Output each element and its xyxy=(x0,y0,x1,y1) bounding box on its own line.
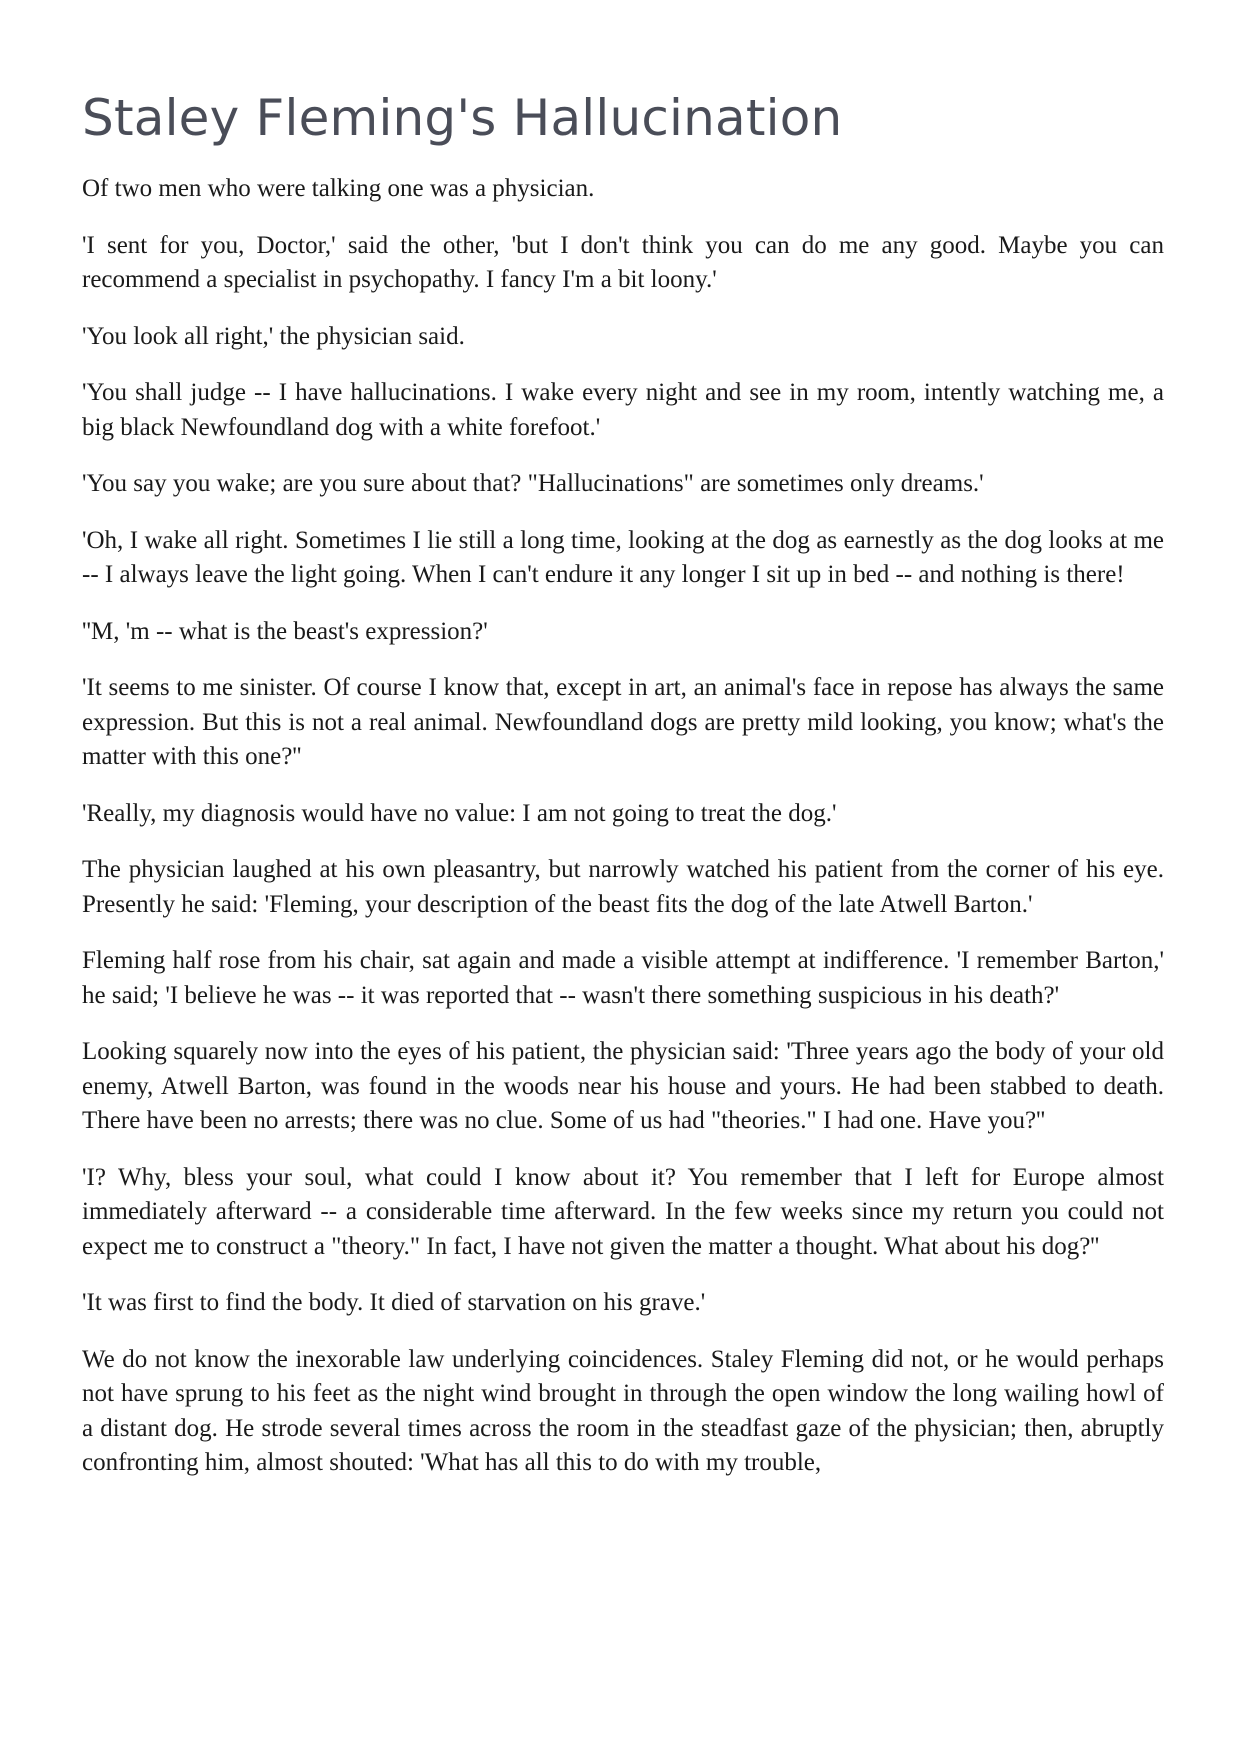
paragraph: 'Oh, I wake all right. Sometimes I lie still a long time, looking at the dog as earnestly as the dog looks at me -- I always leave the light going. When I can't endure it any longer I sit up in bed -- and nothing is there! xyxy=(82,526,1164,588)
document-page xyxy=(82,84,1164,1503)
paragraph: Looking squarely now into the eyes of his patient, the physician said: 'Three years ago the body of your old enemy, Atwell Barton, was found in the woods near his house and yours. He had been stabbed to death. There have been no arrests; there was no clue. Some of us had "theories." I had one. Have you?'' xyxy=(82,1038,1164,1134)
paragraph: Fleming half rose from his chair, sat again and made a visible attempt at indifference. 'I remember Barton,' he said; 'I believe he was -- it was reported that -- wasn't there something suspicious in his death?' xyxy=(82,947,1164,1009)
paragraph: 'You shall judge -- I have hallucinations. I wake every night and see in my room, intently watching me, a big black Newfoundland dog with a white forefoot.' xyxy=(82,379,1164,441)
paragraph: ''M, 'm -- what is the beast's expression?' xyxy=(82,617,488,645)
paragraph: 'You say you wake; are you sure about that? "Hallucinations" are sometimes only dreams.' xyxy=(82,470,984,497)
paragraph: Of two men who were talking one was a physician. xyxy=(82,175,595,202)
paragraph: 'I? Why, bless your soul, what could I know about it? You remember that I left for Europe almost immediately afterward -- a considerable time afterward. In the few weeks since my return you could not expect me to construct a "theory." In fact, I have not given the matter a thought. What about his dog?'' xyxy=(82,1163,1164,1260)
paragraph: 'I sent for you, Doctor,' said the other, 'but I don't think you can do me any good. Maybe you can recommend a specialist in psychopathy. I fancy I'm a bit loony.' xyxy=(82,231,1164,293)
paragraph: 'You look all right,' the physician said. xyxy=(82,322,465,350)
paragraph: 'It seems to me sinister. Of course I know that, except in art, an animal's face in repose has always the same expression. But this is not a real animal. Newfoundland dogs are pretty mild looking, you know; what's the matter with this one?'' xyxy=(82,674,1164,770)
paragraph: We do not know the inexorable law underlying coincidences. Staley Fleming did not, or he would perhaps not have sprung to his feet as the night wind brought in through the open window the long wailing howl of a distant dog. He strode several times across the room in the steadfast gaze of the physician; then, abruptly confronting him, almost shouted: 'What has all this to do with my trouble, xyxy=(82,1345,1164,1476)
paragraph: 'Really, my diagnosis would have no value: I am not going to treat the dog.' xyxy=(82,799,837,827)
paragraph: 'It was first to find the body. It died of starvation on his grave.' xyxy=(82,1289,706,1316)
paragraph: The physician laughed at his own pleasantry, but narrowly watched his patient from the corner of his eye. Presently he said: 'Fleming, your description of the beast fits the dog of the late Atwell Barton.' xyxy=(82,856,1164,918)
page-title: Staley Fleming's Hallucination xyxy=(82,89,843,147)
